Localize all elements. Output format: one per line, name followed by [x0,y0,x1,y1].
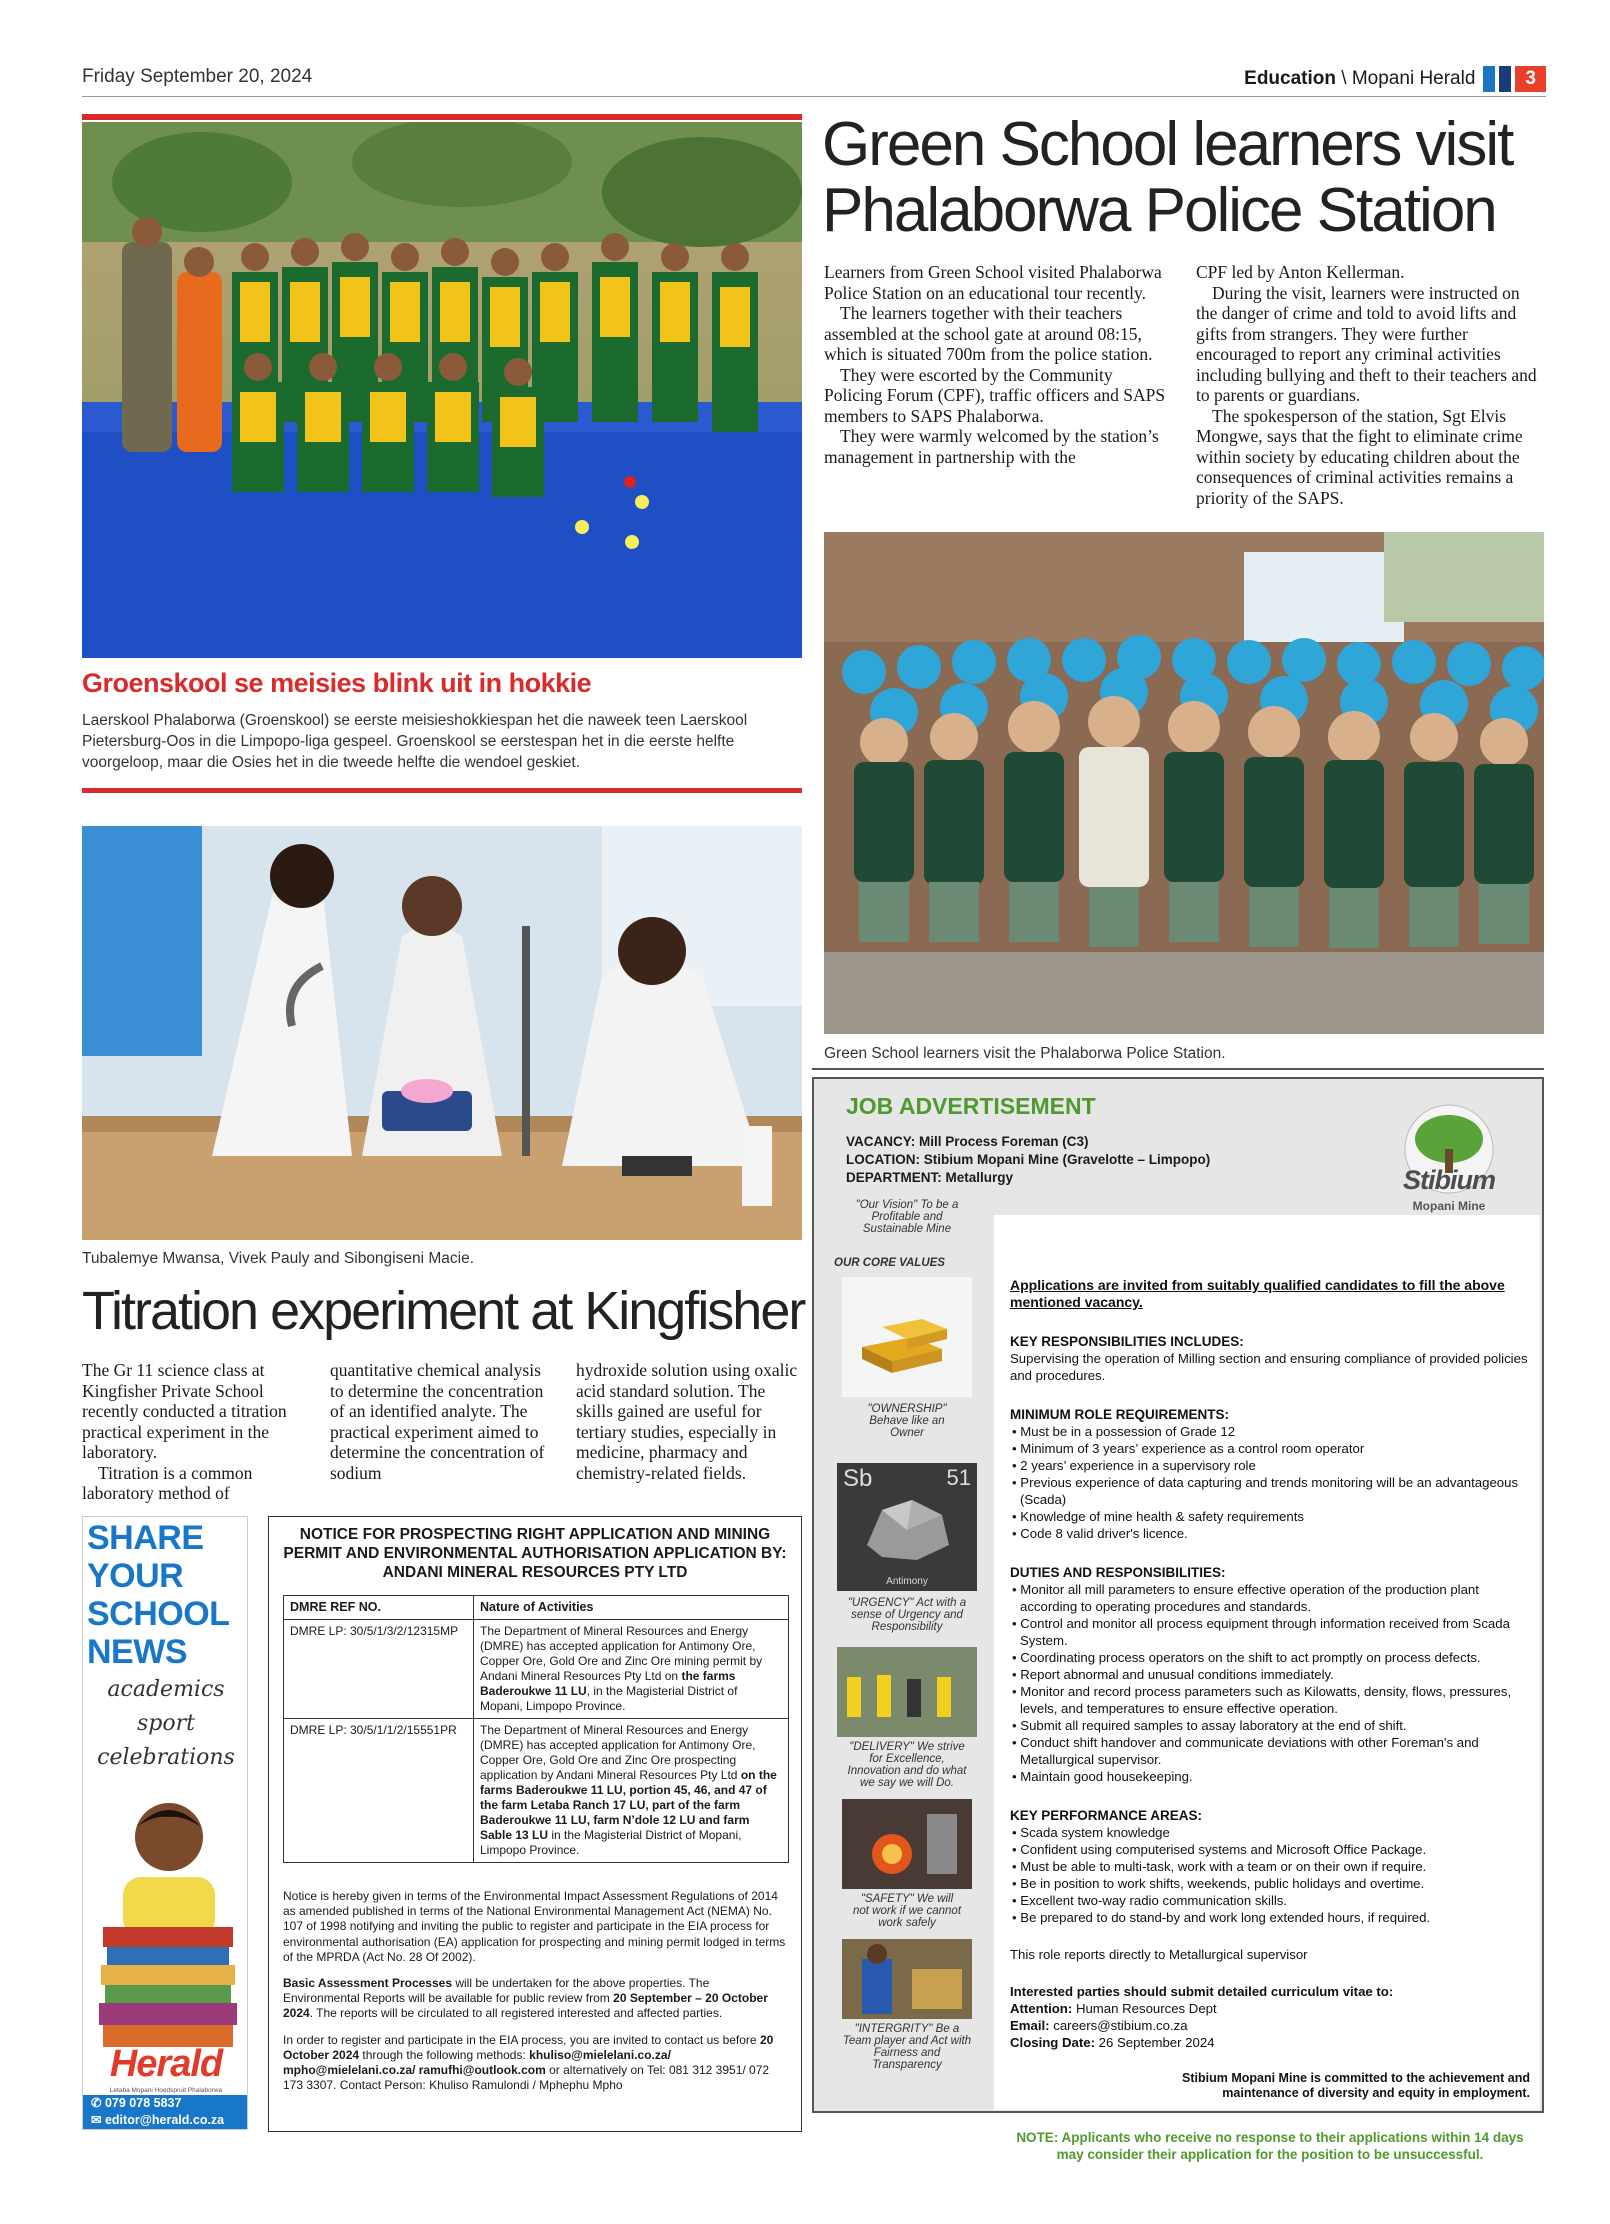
table-row [284,1620,789,1719]
perf-item: • Must be able to multi-task, work with a team or on their own if require. [1010,1858,1530,1875]
lab-photo-caption: Tubalemye Mwansa, Vivek Pauly and Sibongiseni Macie. [82,1250,475,1267]
share-line-1: SHARE [87,1519,204,1557]
element-number: 51 [946,1465,971,1490]
police-col2-p3: The spokesperson of the station, Sgt Elvis Mongwe, says that the fight to eliminate crime within society by educating children about the consequences of criminal activities remains a priority of the SAPS. [1196,405,1523,508]
share-line-3: SCHOOL [87,1595,230,1633]
job-location: LOCATION: Stibium Mopani Mine (Gravelotte – Limpopo) [846,1152,1211,1167]
email-line [91,2112,248,2129]
section-name: Education [1244,68,1336,89]
attention-line [1010,2000,1530,2017]
perf-item: • Confident using computerised systems and Microsoft Office Package. [1010,1841,1530,1858]
para3-b: through the following methods: [359,2047,530,2062]
boy-with-books-image [83,1787,248,2047]
stibium-logo [1374,1101,1524,1219]
row2-end: in the Magisterial District of Mopani, Limpopo Province. [480,1828,742,1857]
publication-name: Mopani Herald [1351,68,1476,89]
perf-list [1010,1824,1530,1926]
attention-value: Human Resources Dept [1075,2001,1217,2016]
row2-bold: on the farms Baderoukwe 11 LU, portion 45, 46, and 47 of the farm Letaba Ranch 17 LU, part of the farm Baderoukwe 11 LU, farm N’dole 12 LU and farm Sable 13 LU [480,1768,777,1842]
element-name: Antimony [886,1576,928,1587]
whatsapp-icon: ✆ [91,2096,102,2110]
min-req-item: • Previous experience of data capturing and trends monitoring will be an advantageous (Scada) [1010,1474,1530,1508]
mail-icon: ✉ [91,2113,102,2127]
safety-photo [842,1799,972,1889]
duties-item: • Monitor and record process parameters such as Kilowatts, density, flows, pressures, levels, and temperatures to ensure effective operation. [1010,1683,1530,1717]
blue-block-icon [1483,66,1495,92]
perf-item: • Excellent two-way radio communication skills. [1010,1892,1530,1909]
row1-nature [474,1620,789,1719]
prospecting-notice [268,1516,802,2132]
navy-block-icon [1499,66,1511,92]
duties-item: • Maintain good housekeeping. [1010,1768,1530,1785]
share-line-2: YOUR [87,1557,184,1595]
value-integrity: "INTERGRITY" Be a Team player and Act with Fairness and Transparency [842,2023,972,2071]
min-req-item: • Code 8 valid driver's licence. [1010,1525,1530,1542]
perf-item: • Be in position to work shifts, weekends, public holidays and overtime. [1010,1875,1530,1892]
duties-item: • Control and monitor all process equipment through information received from Scada System. [1010,1615,1530,1649]
notice-col-nature: Nature of Activities [474,1596,789,1620]
para2-bold: Basic Assessment Processes [283,1976,452,1991]
min-req-item: • Knowledge of mine health & safety requirements [1010,1508,1530,1525]
value-ownership: "OWNERSHIP" Behave like an Owner [867,1403,947,1439]
police-col2-p2: During the visit, learners were instructed on the danger of crime and told to avoid lifts and gifts from strangers. They were further encouraged to report any criminal activities including bullying and theft to their teachers and to parents or guardians. [1196,282,1537,405]
email-line [1010,2017,1530,2034]
notice-title: NOTICE FOR PROSPECTING RIGHT APPLICATION AND MINING PERMIT AND ENVIRONMENTAL AUTHORISATION APPLICATION BY: ANDANI MINERAL RESOURCES PTY LTD [283,1526,787,1581]
closing-line [1010,2034,1530,2051]
row2-text: The Department of Mineral Resources and Energy (DMRE) has accepted application for Antimony Ore, Copper Ore, Gold Ore and Zinc Ore prospecting application by Andani Mineral Resources Pty Ltd [480,1723,756,1782]
core-values-column [828,1199,986,2071]
titration-col-1 [82,1360,314,1504]
job-meta [846,1133,1210,1187]
police-col2-p1: CPF led by Anton Kellerman. [1196,262,1405,282]
duties-item: • Conduct shift handover and communicate deviations with other Foreman's and Metallurgical supervisor. [1010,1734,1530,1768]
table-row [284,1719,789,1863]
row2-ref: DMRE LP: 30/5/1/1/2/15551PR [284,1719,474,1863]
script-academics: academics [107,1677,225,1702]
email-label: Email: [1010,2018,1050,2033]
perf-item: • Be prepared to do stand-by and work long extended hours, if required. [1010,1909,1530,1926]
page-number: 3 [1515,66,1546,92]
row1-ref: DMRE LP: 30/5/1/3/2/12315MP [284,1620,474,1719]
stibium-logo-text: Stibium [1403,1165,1495,1195]
notice-emails[interactable]: khuliso@mielelani.co.za/ mpho@mielelani.co.za/ ramufhi@outlook.com [283,2047,671,2078]
value-delivery: "DELIVERY" We strive for Excellence, Innovation and do what we say we will Do. [847,1741,967,1789]
job-department: DEPARTMENT: Metallurgy [846,1170,1014,1185]
hockey-team-photo [82,122,802,658]
page-header-right [1244,66,1546,92]
titration-col-3 [576,1360,802,1483]
share-headline [87,1519,229,1671]
police-col1-p4: They were warmly welcomed by the station’s management in partnership with the [824,426,1159,467]
attention-label: Attention: [1010,2001,1073,2016]
red-rule-top [82,114,802,120]
stibium-logo-sub: Mopani Mine [1412,1199,1486,1213]
red-rule-mid [82,788,802,793]
header-rule [82,96,1546,97]
min-req-item: • Must be in a possession of Grade 12 [1010,1423,1530,1440]
titration-heading: Titration experiment at Kingfisher [82,1281,805,1341]
hockey-body: Laerskool Phalaborwa (Groenskool) se eerste meisieshokkiespan het die naweek teen Laerskool Pietersburg-Oos in die Limpopo-liga gespeel. Groenskool se eerstespan het in die eerste helfte voorgeloop, maar die Osies het in die tweede helfte die wendoel geskiet. [82,712,748,771]
delivery-photo [837,1647,977,1737]
police-station-photo [824,532,1544,1034]
min-req-heading: MINIMUM ROLE REQUIREMENTS: [1010,1407,1229,1422]
titration-col1-p2: Titration is a common laboratory method of [82,1462,253,1503]
notice-table-header [284,1596,789,1620]
police-col-2 [1196,262,1544,508]
notice-para-1: Notice is hereby given in terms of the Environmental Impact Assessment Regulations of 2014 as amended published in terms of the National Environmental Management Act (NEMA) No. 107 of 1998 notifying and inviting the public to register and participate in the EIA process for environmental authorisation (EA) application for prospecting and mining permit lodged in terms of the MPRDA (Act No. 28 Of 2002). [283,1889,786,1964]
perf-item: • Scada system knowledge [1010,1824,1530,1841]
script-celebrations: celebrations [97,1745,235,1770]
reports-to: This role reports directly to Metallurgical supervisor [1010,1947,1308,1962]
para3-a: In order to register and participate in the EIA process, you are invited to contact us before [283,2032,760,2047]
police-col-1 [824,262,1174,467]
notice-para-3 [283,2033,789,2094]
police-col1-p1: Learners from Green School visited Phalaborwa Police Station on an educational tour recently. [824,262,1162,303]
vision-text: "Our Vision" To be a Profitable and Sustainable Mine [855,1199,959,1235]
apply-heading: Interested parties should submit detailed curriculum vitae to: [1010,1984,1394,1999]
duties-item: • Coordinating process operators on the shift to act promptly on process defects. [1010,1649,1530,1666]
job-body [1010,1277,1530,2163]
phone-number[interactable]: 079 078 5837 [104,2096,182,2110]
para3-c: or alternatively on Tel: 081 312 3951/ 072 173 3307. Contact Person: Khuliso Ramulondi / Mphephu Mpho [283,2063,770,2093]
titration-col-2 [330,1360,558,1483]
para2-a: will be undertaken for the above properties. The Environmental Reports will be available for public review from [283,1976,710,2006]
notice-body [283,1889,789,2104]
titration-col2-p1: quantitative chemical analysis to determine the concentration of an identified analyte. The practical experiment aimed to determine the concentration of sodium [330,1360,545,1483]
notice-para-2 [283,1976,789,2022]
titration-col1-p1: The Gr 11 science class at Kingfisher Private School recently conducted a titration practical experiment in the laboratory. [82,1360,287,1462]
herald-logo: Herald [109,2043,223,2085]
notice-col-ref: DMRE REF NO. [284,1596,474,1620]
share-line-4: NEWS [87,1633,187,1671]
notice-table [283,1595,789,1863]
duties-item: • Submit all required samples to assay laboratory at the end of shift. [1010,1717,1530,1734]
value-urgency: "URGENCY" Act with a sense of Urgency and Responsibility [847,1597,967,1633]
element-symbol: Sb [843,1465,873,1492]
phone-line [91,2095,248,2112]
closing-label: Closing Date: [1010,2035,1095,2050]
duties-item: • Monitor all mill parameters to ensure effective operation of the production plant according to operating procedures and standards. [1010,1581,1530,1615]
header-separator: \ [1336,68,1352,89]
duties-list [1010,1581,1530,1785]
row1-text: The Department of Mineral Resources and Energy (DMRE) has accepted application for Antimony Ore, Copper Ore, Gold Ore and Zinc Ore mining permit by Andani Mineral Resources Pty Ltd on [480,1624,763,1683]
gold-bars-image [842,1277,972,1397]
perf-heading: KEY PERFORMANCE AREAS: [1010,1808,1203,1823]
duties-item: • Report abnormal and unusual conditions immediately. [1010,1666,1530,1683]
job-note: NOTE: Applicants who receive no response to their applications within 14 days may consider their application for the position to be unsuccessful. [1016,2130,1524,2162]
police-col1-p2: The learners together with their teachers assembled at the school gate at around 08:15, which is situated 700m from the police station. [824,303,1153,364]
min-req-list [1010,1423,1530,1542]
row1-bold: the farms Baderoukwe 11 LU [480,1669,736,1698]
job-ad-heading: JOB ADVERTISEMENT [846,1093,1096,1119]
lab-photo [82,826,802,1240]
closing-date: 26 September 2024 [1098,2035,1215,2050]
editor-email[interactable]: editor@herald.co.za [104,2113,225,2127]
para2-dates: 20 September – 20 October 2024 [283,1991,768,2021]
share-school-news-ad [82,1516,248,2130]
value-safety: "SAFETY" We will not work if we cannot work safely [852,1893,962,1929]
row1-end: , in the Magisterial District of Mopani, Limpopo Province. [480,1684,738,1713]
integrity-photo [842,1939,972,2019]
para3-date: 20 October 2024 [283,2032,774,2062]
police-photo-caption: Green School learners visit the Phalaborwa Police Station. [824,1045,1226,1062]
row2-nature [474,1719,789,1863]
careers-email-link[interactable]: careers@stibium.co.za [1053,2018,1188,2033]
min-req-item: • Minimum of 3 years’ experience as a control room operator [1010,1440,1530,1457]
job-intro: Applications are invited from suitably qualified candidates to fill the above mentioned vacancy. [1010,1277,1505,1310]
hockey-heading: Groenskool se meisies blink uit in hokkie [82,668,592,698]
police-col1-p3: They were escorted by the Community Policing Forum (CPF), traffic officers and SAPS members to SAPS Phalaborwa. [824,364,1166,426]
job-top-rule [812,1068,1544,1070]
titration-col3-p1: hydroxide solution using oxalic acid standard solution. The skills gained are useful for tertiary studies, especially in medicine, pharmacy and chemistry-related fields. [576,1360,798,1483]
para2-b: . The reports will be circulated to all registered interested and affected parties. [309,2006,723,2021]
antimony-element-image [837,1463,977,1591]
key-resp-text: Supervising the operation of Milling section and ensuring compliance of provided policies and procedures. [1010,1351,1528,1383]
share-script-words [91,1673,241,1775]
police-visit-heading: Green School learners visit Phalaborwa Police Station [822,110,1513,245]
job-vacancy: VACANCY: Mill Process Foreman (C3) [846,1134,1089,1149]
job-advertisement [812,1077,1544,2162]
equity-statement: Stibium Mopani Mine is committed to the achievement and maintenance of diversity and equity in employment. [1182,2071,1530,2100]
contact-bar [83,2095,248,2130]
duties-heading: DUTIES AND RESPONSIBILITIES: [1010,1565,1226,1580]
script-sport: sport [137,1711,195,1736]
core-values-label: OUR CORE VALUES [834,1257,945,1269]
herald-regions: Letaba Mopani Hoedspruit Phalaborwa [109,2087,223,2094]
issue-date: Friday September 20, 2024 [82,66,313,87]
key-resp-heading: KEY RESPONSIBILITIES INCLUDES: [1010,1334,1244,1349]
min-req-item: • 2 years’ experience in a supervisory role [1010,1457,1530,1474]
